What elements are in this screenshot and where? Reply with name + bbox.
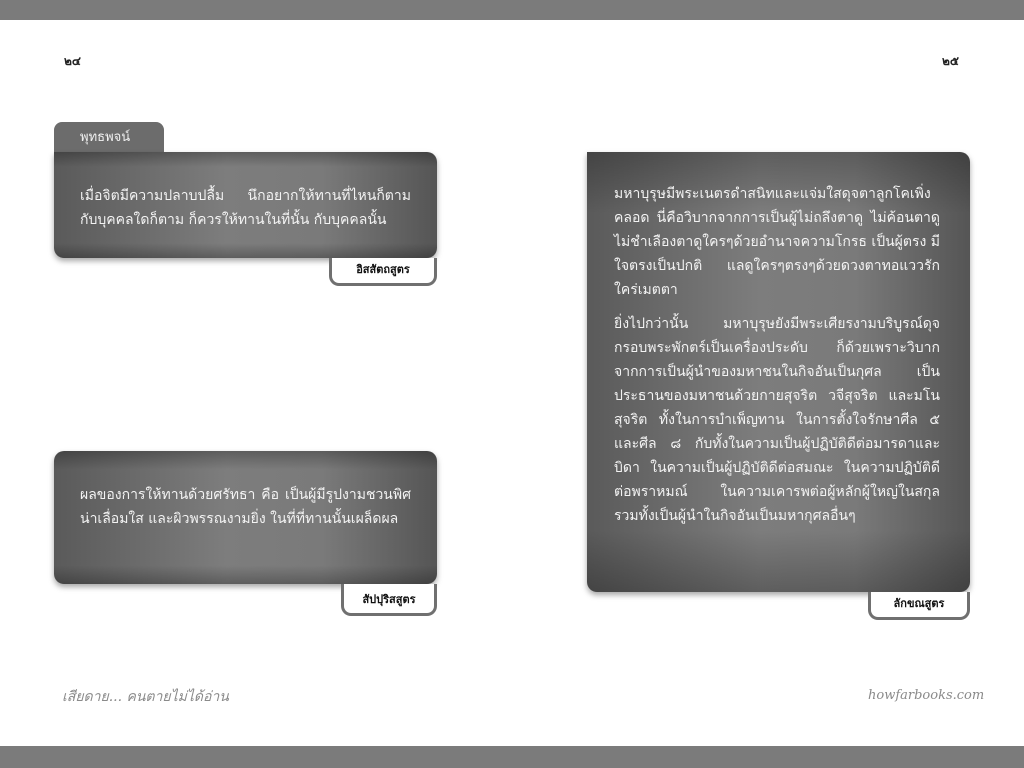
text-card-right bbox=[587, 152, 970, 592]
quote-card-1 bbox=[54, 152, 437, 258]
top-band bbox=[0, 0, 1024, 20]
quote-1-text: เมื่อจิตมีความปลาบปลื้ม นึกอยากให้ทานที่ไหนก็ตาม กับบุคคลใดก็ตาม ก็ควรให้ทานในที่นั้น กับบุคคลนั้น bbox=[80, 188, 411, 228]
quote-1-source: อิสสัตถสูตร bbox=[329, 258, 437, 286]
footer-slogan: เสียดาย... คนตายไม่ได้อ่าน bbox=[62, 689, 229, 705]
bottom-band bbox=[0, 746, 1024, 768]
quote-category-tab: พุทธพจน์ bbox=[54, 122, 164, 154]
page-number-right: ๒๕ bbox=[942, 54, 959, 68]
quote-card-2 bbox=[54, 451, 437, 584]
quote-2-text: ผลของการให้ทานด้วยศรัทธา คือ เป็นผู้มีรูปงามชวนพิศ น่าเลื่อมใส และผิวพรรณงามยิ่ง ในที่ที่ทานนั้นเผล็ดผล bbox=[80, 487, 411, 527]
right-paragraph-1: มหาบุรุษมีพระเนตรดำสนิทและแจ่มใสดุจตาลูกโคเพิ่งคลอด นี่คือวิบากจากการเป็นผู้ไม่ถลึงตาดู ไม่ค้อนตาดู ไม่ชำเลืองตาดูใครๆด้วยอำนาจความโกรธ เป็นผู้ตรง มีใจตรงเป็นปกติ แลดูใครๆตรงๆด้วยดวงตาทอแววรักใคร่เมตตา bbox=[614, 186, 940, 298]
page-number-left: ๒๔ bbox=[64, 54, 81, 68]
quote-2-source: สัปปุริสสูตร bbox=[341, 584, 437, 616]
right-source: ลักขณสูตร bbox=[868, 592, 970, 620]
right-paragraph-2: ยิ่งไปกว่านั้น มหาบุรุษยังมีพระเศียรงามบริบูรณ์ดุจกรอบพระพักตร์เป็นเครื่องประดับ ก็ด้วยเพราะวิบากจากการเป็นผู้นำของมหาชนในกิจอันเป็นกุศล เป็นประธานของมหาชนด้วยกายสุจริต วจีสุจริต และมโนสุจริต ทั้งในการบำเพ็ญทาน ในการตั้งใจรักษาศีล ๕ และศีล ๘ กับทั้งในความเป็นผู้ปฏิบัติดีต่อมารดาและบิดา ในความเป็นผู้ปฏิบัติดีต่อสมณะ ในความปฏิบัติดีต่อพราหมณ์ ในความเคารพต่อผู้หลักผู้ใหญ่ในสกุล รวมทั้งเป็นผู้นำในกิจอันเป็นมหากุศลอื่นๆ bbox=[614, 316, 940, 524]
footer-website: howfarbooks.com bbox=[868, 688, 985, 703]
